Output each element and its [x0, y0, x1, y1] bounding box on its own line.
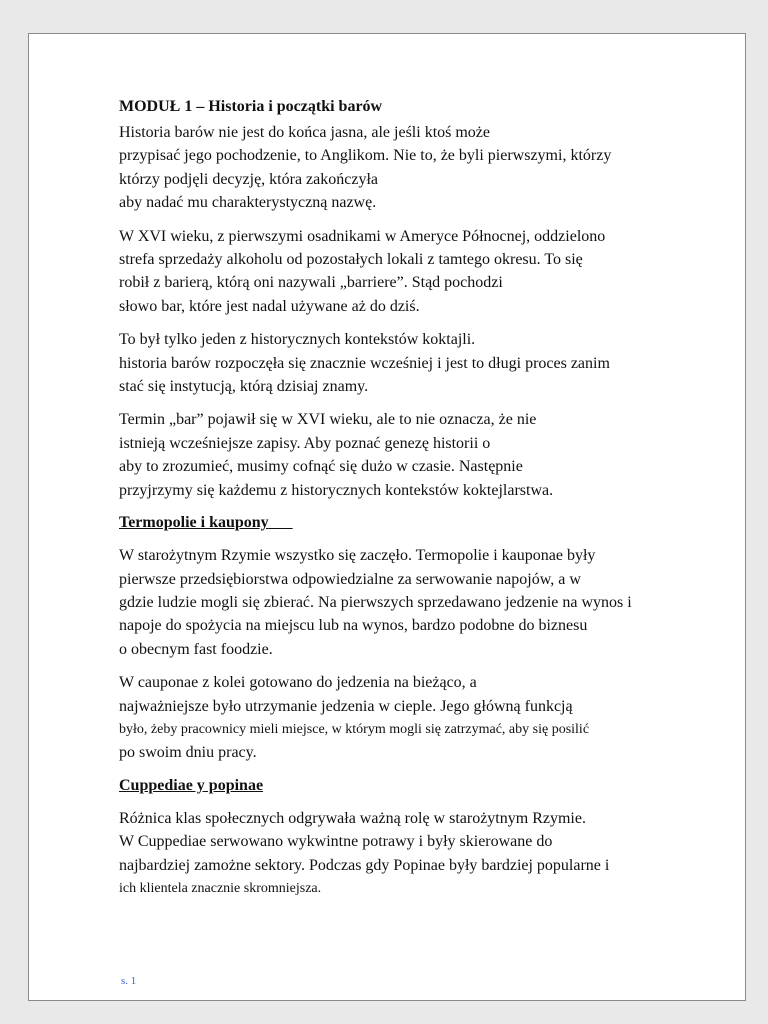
- paragraph-line: aby nadać mu charakterystyczną nazwę.: [119, 194, 377, 212]
- paragraph-line: Historia barów nie jest do końca jasna, ale jeśli ktoś może: [119, 124, 491, 141]
- paragraph-line: W cauponae z kolei gotowano do jedzenia na bieżąco, a: [119, 674, 477, 692]
- paragraph-line: przypisać jego pochodzenie, to Anglikom. Nie to, że byli pierwszymi, którzy: [119, 147, 612, 165]
- termopolie-section: [119, 544, 694, 765]
- paragraph: [119, 225, 694, 319]
- cuppediae-section: [119, 807, 694, 901]
- paragraph-line: strefa sprzedaży alkoholu od pozostałych lokali z tamtego okresu. To się: [119, 251, 583, 269]
- section-heading-cuppediae: Cuppediae y popinae: [119, 776, 264, 794]
- paragraph-line: po swoim dniu pracy.: [119, 744, 257, 762]
- paragraph-line: stać się instytucją, którą dzisiaj znamy.: [119, 378, 369, 396]
- paragraph-line: najważniejsze było utrzymanie jedzenia w cieple. Jego główną funkcją: [119, 697, 573, 715]
- document-content: [119, 96, 694, 910]
- paragraph-line: przyjrzymy się każdemu z historycznych kontekstów koktejlarstwa.: [119, 481, 554, 499]
- paragraph: [119, 121, 694, 215]
- paragraph-line: To był tylko jeden z historycznych kontekstów koktajli.: [119, 331, 476, 349]
- paragraph-line: istnieją wcześniejsze zapisy. Aby poznać genezę historii o: [119, 434, 491, 452]
- intro-section: [119, 121, 694, 502]
- paragraph-line: robił z barierą, którą oni nazywali „barriere”. Stąd pochodzi: [119, 274, 503, 292]
- paragraph-line: napoje do spożycia na miejscu lub na wynos, bardzo podobne do biznesu: [119, 617, 588, 635]
- paragraph-line: Termin „bar” pojawił się w XVI wieku, ale to nie oznacza, że nie: [119, 411, 537, 429]
- paragraph-line: historia barów rozpoczęła się znacznie wcześniej i jest to długi proces zanim: [119, 354, 610, 372]
- paragraph-line: W Cuppediae serwowano wykwintne potrawy i były skierowane do: [119, 833, 553, 851]
- paragraph-line: gdzie ludzie mogli się zbierać. Na pierwszych sprzedawano jedzenie na wynos i: [119, 593, 632, 611]
- paragraph-line: ich klientela znacznie skromniejsza.: [119, 880, 322, 896]
- paragraph-line: było, żeby pracownicy mieli miejsce, w którym mogli się zatrzymać, aby się posilić: [119, 721, 590, 737]
- paragraph-line: którzy podjęli decyzję, która zakończyła: [119, 170, 378, 188]
- paragraph: [119, 328, 694, 398]
- paragraph: [119, 671, 694, 765]
- paragraph-line: W XVI wieku, z pierwszymi osadnikami w Ameryce Północnej, oddzielono: [119, 227, 606, 245]
- paragraph-line: Różnica klas społecznych odgrywała ważną rolę w starożytnym Rzymie.: [119, 809, 586, 827]
- paragraph-line: pierwsze przedsiębiorstwa odpowiedzialne za serwowanie napojów, a w: [119, 570, 581, 588]
- paragraph-line: W starożytnym Rzymie wszystko się zaczęło. Termopolie i kauponae były: [119, 547, 596, 565]
- paragraph-line: najbardziej zamożne sektory. Podczas gdy Popinae były bardziej popularne i: [119, 856, 610, 874]
- module-title: MODUŁ 1 – Historia i początki barów: [119, 98, 383, 115]
- paragraph-line: o obecnym fast foodzie.: [119, 640, 273, 658]
- section-heading-termopolie: Termopolie i kaupony: [119, 514, 269, 532]
- document-page: [28, 33, 746, 1001]
- paragraph-line: aby to zrozumieć, musimy cofnąć się dużo w czasie. Następnie: [119, 458, 523, 476]
- paragraph: [119, 544, 694, 661]
- page-number: s. 1: [121, 975, 137, 987]
- paragraph: [119, 807, 694, 901]
- paragraph: [119, 408, 694, 502]
- paragraph-line: słowo bar, które jest nadal używane aż do dziś.: [119, 297, 420, 315]
